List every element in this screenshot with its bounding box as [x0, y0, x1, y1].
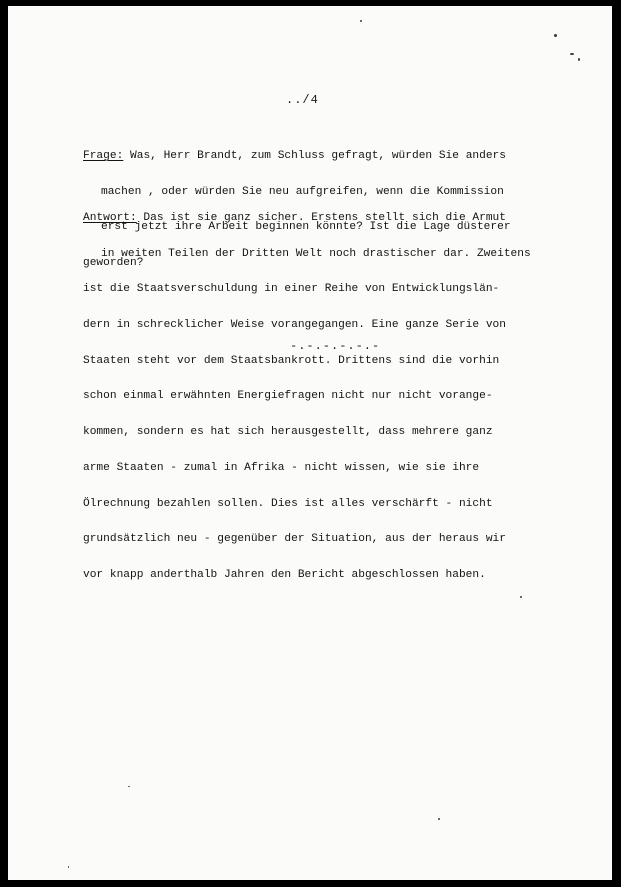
answer-block: [83, 185, 573, 606]
answer-line: schon einmal erwähnten Energiefragen nicht nur nicht vorange-: [83, 390, 493, 403]
answer-text: Das ist sie ganz sicher. Erstens stellt sich die Armut: [136, 211, 506, 224]
answer-line: kommen, sondern es hat sich herausgestellt, dass mehrere ganz: [83, 426, 493, 439]
question-text: Was, Herr Brandt, zum Schluss gefragt, würden Sie anders: [123, 149, 506, 162]
scan-speck: [520, 596, 522, 598]
scan-speck: [570, 53, 574, 55]
question-line: geworden?: [83, 256, 144, 269]
question-line: erst jetzt ihre Arbeit beginnen könnte? Ist die Lage düsterer: [101, 221, 511, 234]
answer-line: Ölrechnung bezahlen sollen. Dies ist alles verschärft - nicht: [83, 497, 493, 510]
answer-label: Antwort:: [83, 211, 137, 224]
answer-first-line: [83, 213, 573, 225]
page-number: ../4: [286, 93, 319, 107]
document-page: [8, 6, 612, 880]
question-line: machen , oder würden Sie neu aufgreifen, wenn die Kommission: [101, 185, 504, 198]
answer-line: ist die Staatsverschuldung in einer Reihe von Entwicklungslän-: [83, 283, 500, 296]
end-mark: -.-.-.-.-.-: [290, 339, 381, 353]
scan-speck: [128, 786, 130, 787]
answer-line: in weiten Teilen der Dritten Welt noch drastischer dar. Zweitens: [101, 247, 531, 260]
answer-line: vor knapp anderthalb Jahren den Bericht abgeschlossen haben.: [83, 569, 486, 581]
answer-line: grundsätzlich neu - gegenüber der Situation, aus der heraus wir: [83, 533, 506, 546]
answer-line: Staaten steht vor dem Staatsbankrott. Drittens sind die vorhin: [83, 354, 500, 367]
scan-speck: [360, 20, 362, 22]
question-first-line: [83, 151, 573, 163]
scan-speck: [554, 34, 557, 37]
scan-speck: [438, 818, 440, 820]
answer-line: arme Staaten - zumal in Afrika - nicht wissen, wie sie ihre: [83, 461, 480, 474]
scan-speck: [578, 58, 580, 61]
scan-speck: [68, 866, 69, 868]
answer-line: dern in schrecklicher Weise vorangegangen. Eine ganze Serie von: [83, 318, 506, 331]
question-label: Frage:: [83, 149, 124, 162]
